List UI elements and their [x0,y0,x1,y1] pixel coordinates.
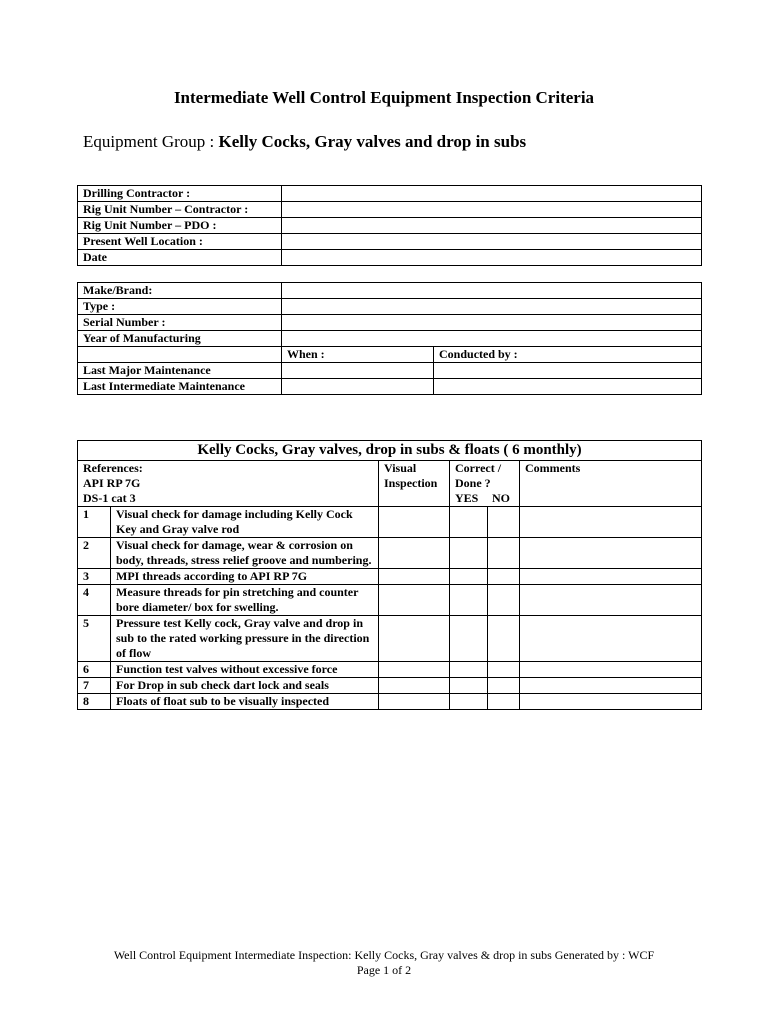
item-text: Pressure test Kelly cock, Gray valve and drop in sub to the rated working pressure in the direction of flow [111,616,379,662]
no-cell[interactable] [488,507,520,538]
item-text: Function test valves without excessive force [111,662,379,678]
item-text: Measure threads for pin stretching and counter bore diameter/ box for swelling. [111,585,379,616]
equipment-label: Make/Brand: [78,283,282,299]
item-text: MPI threads according to API RP 7G [111,569,379,585]
yes-cell[interactable] [450,569,488,585]
info-value-cell[interactable] [282,234,702,250]
page-number: Page 1 of 2 [356,963,412,977]
yes-cell[interactable] [450,538,488,569]
maintenance-label: Last Major Maintenance [78,363,282,379]
equipment-value-cell[interactable] [282,283,702,299]
table-row [78,218,702,234]
no-label: NO [492,491,510,505]
equipment-group-line [83,132,526,152]
visual-cell[interactable] [379,507,450,538]
info-value-cell[interactable] [282,202,702,218]
info-label: Rig Unit Number – Contractor : [78,202,282,218]
visual-cell[interactable] [379,694,450,710]
comments-cell[interactable] [520,678,702,694]
no-cell[interactable] [488,678,520,694]
comments-cell[interactable] [520,569,702,585]
info-label: Rig Unit Number – PDO : [78,218,282,234]
table-row [78,662,702,678]
visual-cell[interactable] [379,585,450,616]
equipment-group-value: Kelly Cocks, Gray valves and drop in subs [218,132,527,151]
equipment-group-label: Equipment Group : [83,132,219,151]
table-row [78,234,702,250]
conducted-by-cell[interactable] [434,363,702,379]
table-row [78,299,702,315]
equipment-value-cell[interactable] [282,331,702,347]
table-row [78,379,702,395]
when-header: When : [282,347,434,363]
table-row [78,694,702,710]
item-number: 7 [78,678,111,694]
info-value-cell[interactable] [282,186,702,202]
table-row [78,538,702,569]
yes-cell[interactable] [450,507,488,538]
item-number: 3 [78,569,111,585]
yes-cell[interactable] [450,694,488,710]
equipment-label: Year of Manufacturing [78,331,282,347]
references-cell [78,461,379,507]
conducted-by-header: Conducted by : [434,347,702,363]
info-label: Present Well Location : [78,234,282,250]
item-text: For Drop in sub check dart lock and seals [111,678,379,694]
equipment-label: Type : [78,299,282,315]
info-label: Date [78,250,282,266]
table-row [78,315,702,331]
visual-cell[interactable] [379,538,450,569]
comments-cell[interactable] [520,585,702,616]
table-row [78,283,702,299]
table-row [78,363,702,379]
visual-cell[interactable] [379,678,450,694]
no-cell[interactable] [488,694,520,710]
table-row [78,678,702,694]
equipment-details-table [77,282,702,395]
reference-item: API RP 7G [83,476,141,490]
reference-item: DS-1 cat 3 [83,491,136,505]
footer-text: Well Control Equipment Intermediate Inspection: Kelly Cocks, Gray valves & drop in subs Generated by : WCF [113,948,655,962]
no-cell[interactable] [488,616,520,662]
item-number: 8 [78,694,111,710]
table-row [78,461,702,507]
table-row [78,585,702,616]
visual-cell[interactable] [379,662,450,678]
item-text: Visual check for damage, wear & corrosion on body, threads, stress relief groove and numbering. [111,538,379,569]
table-row [78,507,702,538]
no-cell[interactable] [488,569,520,585]
item-number: 2 [78,538,111,569]
correct-done-label: Correct / Done ? [455,461,502,490]
info-label: Drilling Contractor : [78,186,282,202]
comments-cell[interactable] [520,507,702,538]
item-text: Visual check for damage including Kelly Cock Key and Gray valve rod [111,507,379,538]
table-row [78,186,702,202]
table-row [78,202,702,218]
yes-cell[interactable] [450,678,488,694]
info-value-cell[interactable] [282,218,702,234]
table-row [78,331,702,347]
table-row [78,250,702,266]
comments-cell[interactable] [520,538,702,569]
no-cell[interactable] [488,538,520,569]
item-number: 6 [78,662,111,678]
document-title: Intermediate Well Control Equipment Inspection Criteria [173,88,595,107]
comments-cell[interactable] [520,662,702,678]
no-cell[interactable] [488,585,520,616]
when-cell[interactable] [282,379,434,395]
yes-cell[interactable] [450,662,488,678]
yes-cell[interactable] [450,585,488,616]
equipment-value-cell[interactable] [282,299,702,315]
yes-cell[interactable] [450,616,488,662]
table-row [78,441,702,461]
table-row [78,616,702,662]
references-label: References: [83,461,143,475]
item-text: Floats of float sub to be visually inspected [111,694,379,710]
comments-cell[interactable] [520,616,702,662]
when-cell[interactable] [282,363,434,379]
blank-cell [78,347,282,363]
item-number: 1 [78,507,111,538]
info-value-cell[interactable] [282,250,702,266]
visual-cell[interactable] [379,616,450,662]
comments-cell[interactable] [520,694,702,710]
visual-cell[interactable] [379,569,450,585]
item-number: 4 [78,585,111,616]
item-number: 5 [78,616,111,662]
yes-label: YES [455,491,479,505]
page-footer [0,948,768,978]
no-cell[interactable] [488,662,520,678]
comments-header: Comments [520,461,702,507]
table-row [78,569,702,585]
criteria-title: Kelly Cocks, Gray valves, drop in subs & floats ( 6 monthly) [78,441,702,461]
visual-inspection-header: Visual Inspection [379,461,450,507]
table-row [78,347,702,363]
contractor-info-table [77,185,702,266]
correct-done-header [450,461,520,507]
equipment-value-cell[interactable] [282,315,702,331]
conducted-by-cell[interactable] [434,379,702,395]
equipment-label: Serial Number : [78,315,282,331]
inspection-criteria-table [77,440,702,710]
maintenance-label: Last Intermediate Maintenance [78,379,282,395]
